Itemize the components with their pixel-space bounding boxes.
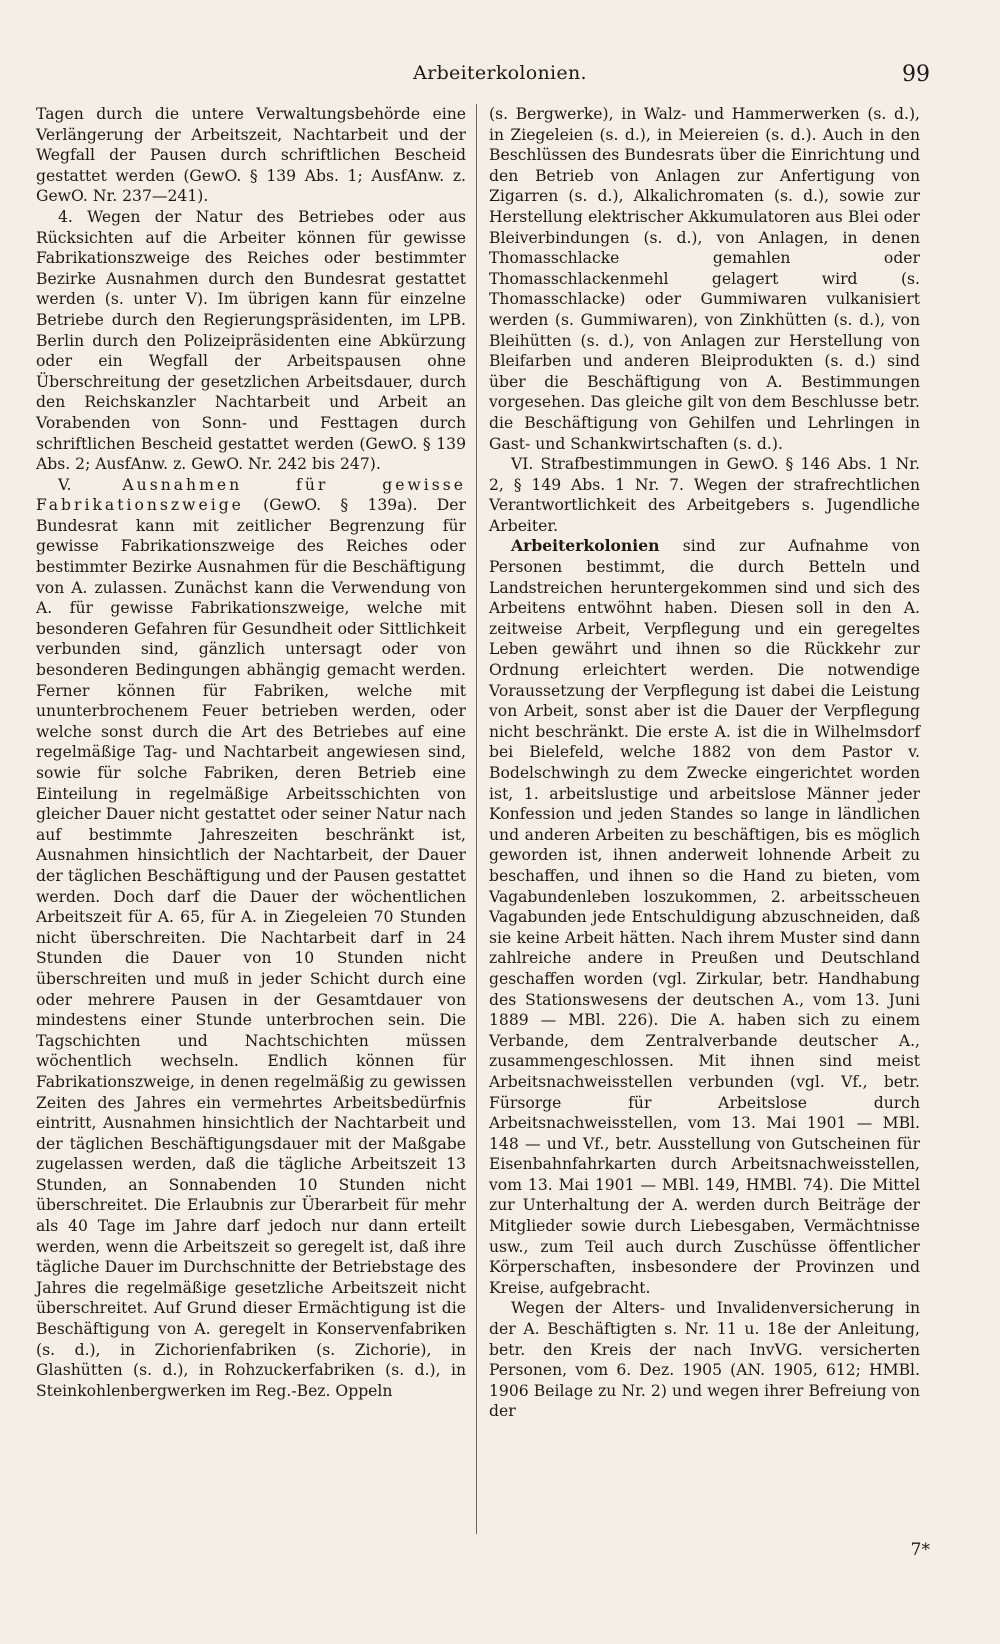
page-number: 99 — [902, 62, 930, 87]
paragraph: Wegen der Alters- und Invalidenversicherung in der A. Beschäftigten s. Nr. 11 u. 18e der Anleitung, betr. den Kreis der nach InvVG. versicherten Personen, vom 6. Dez. 1905 (AN. 1905, 612; HMBl. 1906 Beilage zu Nr. 2) und wegen ihrer Befreiung von der — [489, 1299, 920, 1421]
left-column — [36, 104, 466, 1401]
section-heading: Ausnahmen für gewisse Fabrikationszweige — [36, 475, 467, 515]
section-v-paragraph — [36, 475, 466, 1402]
running-head: Arbeiterkolonien. — [413, 62, 587, 84]
paragraph: (s. Bergwerke), in Walz- und Hammerwerken (s. d.), in Ziegeleien (s. d.), in Meiereien (s. d.). Auch in den Beschlüssen des Bundesrats über die Einrichtung und den Betrieb von Anlagen zur Anfertigung von Zigarren (s. d.), Alkalichromaten (s. d.), sowie zur Herstellung elektrischer Akkumulatoren aus Blei oder Bleiverbindungen (s. d.), von Anlagen, in denen Thomasschlacke gemahlen oder Thomasschlackenmehl gelagert wird (s. Thomasschlacke) oder Gummiwaren vulkanisiert werden (s. Gummiwaren), von Zinkhütten (s. d.), von Bleihütten (s. d.), von Anlagen zur Herstellung von Bleifarben und anderen Bleiprodukten (s. d.) sind über die Beschäftigung von A. Bestimmungen vorgesehen. Das gleiche gilt von dem Beschlusse betr. die Beschäftigung von Gehilfen und Lehrlingen in Gast- und Schankwirtschaften (s. d.). — [489, 105, 920, 453]
entry-text: sind zur Aufnahme von Personen bestimmt, die durch Betteln und Landstreichen heruntergekommen sind und sich des Arbeitens entwöhnt haben. Diesen soll in den A. zeitweise Arbeit, Verpflegung und ein geregeltes Leben gewährt und ihnen so die Rückkehr zur Ordnung erleichtert werden. Die notwendige Voraussetzung der Verpflegung ist dabei die Leistung von Arbeit, sonst aber ist die Dauer der Verpflegung nicht beschränkt. Die erste A. ist die in Wilhelmsdorf bei Bielefeld, welche 1882 von dem Pastor v. Bodelschwingh zu dem Zwecke eingerichtet worden ist, 1. arbeitslustige und arbeitslose Männer jeder Konfession und jeden Standes so lange in ländlichen und anderen Arbeiten zu beschäftigen, bis es möglich geworden ist, ihnen anderweit lohnende Arbeit zu beschaffen, und ihnen so die Hand zu bieten, vom Vagabundenleben loszukommen, 2. arbeitsscheuen Vagabunden jede Entschuldigung abzuschneiden, daß sie keine Arbeit hätten. Nach ihrem Muster sind dann zahlreiche andere in Preußen und Deutschland geschaffen worden (vgl. Zirkular, betr. Handhabung des Stationswesens der deutschen A., vom 13. Juni 1889 — MBl. 226). Die A. haben sich zu einem Verbande, dem Zentralverbande deutscher A., zusammengeschlossen. Mit ihnen sind meist Arbeitsnachweisstellen verbunden (vgl. Vf., betr. Fürsorge für Arbeitslose durch Arbeitsnachweisstellen, vom 13. Mai 1901 — MBl. 148 — und Vf., betr. Ausstellung von Gutscheinen für Eisenbahnfahrkarten durch Arbeitsnachweisstellen, vom 13. Mai 1901 — MBl. 149, HMBl. 74). Die Mittel zur Unterhaltung der A. werden durch Beiträge der Mitglieder sowie durch Liebesgaben, Vermächtnisse usw., zum Teil auch durch Zuschüsse öffentlicher Körperschaften, insbesondere der Provinzen und Kreise, aufgebracht. — [489, 537, 920, 1297]
entry-paragraph — [489, 536, 920, 1298]
entry-lemma: Arbeiterkolonien — [511, 536, 660, 556]
section-text: (GewO. § 139a). Der Bundesrat kann mit zeitlicher Begrenzung für gewisse Fabrikationszweige des Reiches oder bestimmter Bezirke Ausnahmen für die Beschäftigung von A. zulassen. Zunächst kann die Verwendung von A. für gewisse Fabrikationszweige, welche mit besonderen Gefahren für Gesundheit oder Sittlichkeit verbunden sind, gänzlich untersagt oder von besonderen Bedingungen abhängig gemacht werden. Ferner können für Fabriken, welche mit ununterbrochenem Feuer betrieben werden, oder welche sonst durch die Art des Betriebes auf eine regelmäßige Tag- und Nachtarbeit angewiesen sind, sowie für solche Fabriken, deren Betrieb eine Einteilung in regelmäßige Arbeitsschichten von gleicher Dauer nicht gestattet oder seiner Natur nach auf bestimmte Jahreszeiten beschränkt ist, Ausnahmen hinsichtlich der Nachtarbeit, der Dauer der täglichen Beschäftigung und der Pausen gestattet werden. Doch darf die Dauer der wöchentlichen Arbeitszeit für A. 65, für A. in Ziegeleien 70 Stunden nicht überschreiten. Die Nachtarbeit darf in 24 Stunden die Dauer von 10 Stunden nicht überschreiten und muß in jeder Schicht durch eine oder mehrere Pausen in der Gesamtdauer von mindestens einer Stunde unterbrochen sein. Die Tagschichten und Nachtschichten müssen wöchentlich wechseln. Endlich können für Fabrikationszweige, in denen regelmäßig zu gewissen Zeiten des Jahres ein vermehrtes Arbeitsbedürfnis eintritt, Ausnahmen hinsichtlich der Nachtarbeit und der täglichen Beschäftigungsdauer mit der Maßgabe zugelassen werden, daß die tägliche Arbeitszeit 13 Stunden, an Sonnabenden 10 Stunden nicht überschreitet. Die Erlaubnis zur Überarbeit für mehr als 40 Tage im Jahre darf jedoch nur dann erteilt werden, wenn die Arbeitszeit so geregelt ist, daß ihre tägliche Dauer im Durchschnitte der Betriebstage des Jahres die regelmäßige gesetzliche Arbeitszeit nicht überschreitet. Auf Grund dieser Ermächtigung ist die Beschäftigung von A. geregelt in Konservenfabriken (s. d.), in Zichorienfabriken (s. Zichorie), in Glashütten (s. d.), in Rohzuckerfabriken (s. d.), in Steinkohlenbergwerken im Reg.-Bez. Oppeln — [36, 496, 466, 1400]
right-column — [489, 104, 920, 1422]
paragraph: 4. Wegen der Natur des Betriebes oder aus Rücksichten auf die Arbeiter können für gewisse Fabrikationszweige des Reiches oder bestimmter Bezirke Ausnahmen durch den Bundesrat gestattet werden (s. unter V). Im übrigen kann für einzelne Betriebe durch den Regierungspräsidenten, im LPB. Berlin durch den Polizeipräsidenten eine Abkürzung oder ein Wegfall der Arbeitspausen ohne Überschreitung der gesetzlichen Arbeitsdauer, durch den Reichskanzler Nachtarbeit und Arbeit an Vorabenden von Sonn- und Festtagen durch schriftlichen Bescheid gestattet werden (GewO. § 139 Abs. 2; AusfAnw. z. GewO. Nr. 242 bis 247). — [36, 207, 466, 474]
paragraph: Tagen durch die untere Verwaltungsbehörde eine Verlängerung der Arbeitszeit, Nachtarbeit und der Wegfall der Pausen durch schriftlichen Bescheid gestattet werden (GewO. § 139 Abs. 1; AusfAnw. z. GewO. Nr. 237—241). — [36, 105, 466, 206]
section-number: V. — [58, 475, 123, 494]
column-divider — [476, 104, 477, 1534]
paragraph: VI. Strafbestimmungen in GewO. § 146 Abs. 1 Nr. 2, § 149 Abs. 1 Nr. 7. Wegen der strafrechtlichen Verantwortlichkeit des Arbeitgebers s. Jugendliche Arbeiter. — [489, 455, 920, 535]
signature-mark: 7* — [910, 1540, 930, 1560]
